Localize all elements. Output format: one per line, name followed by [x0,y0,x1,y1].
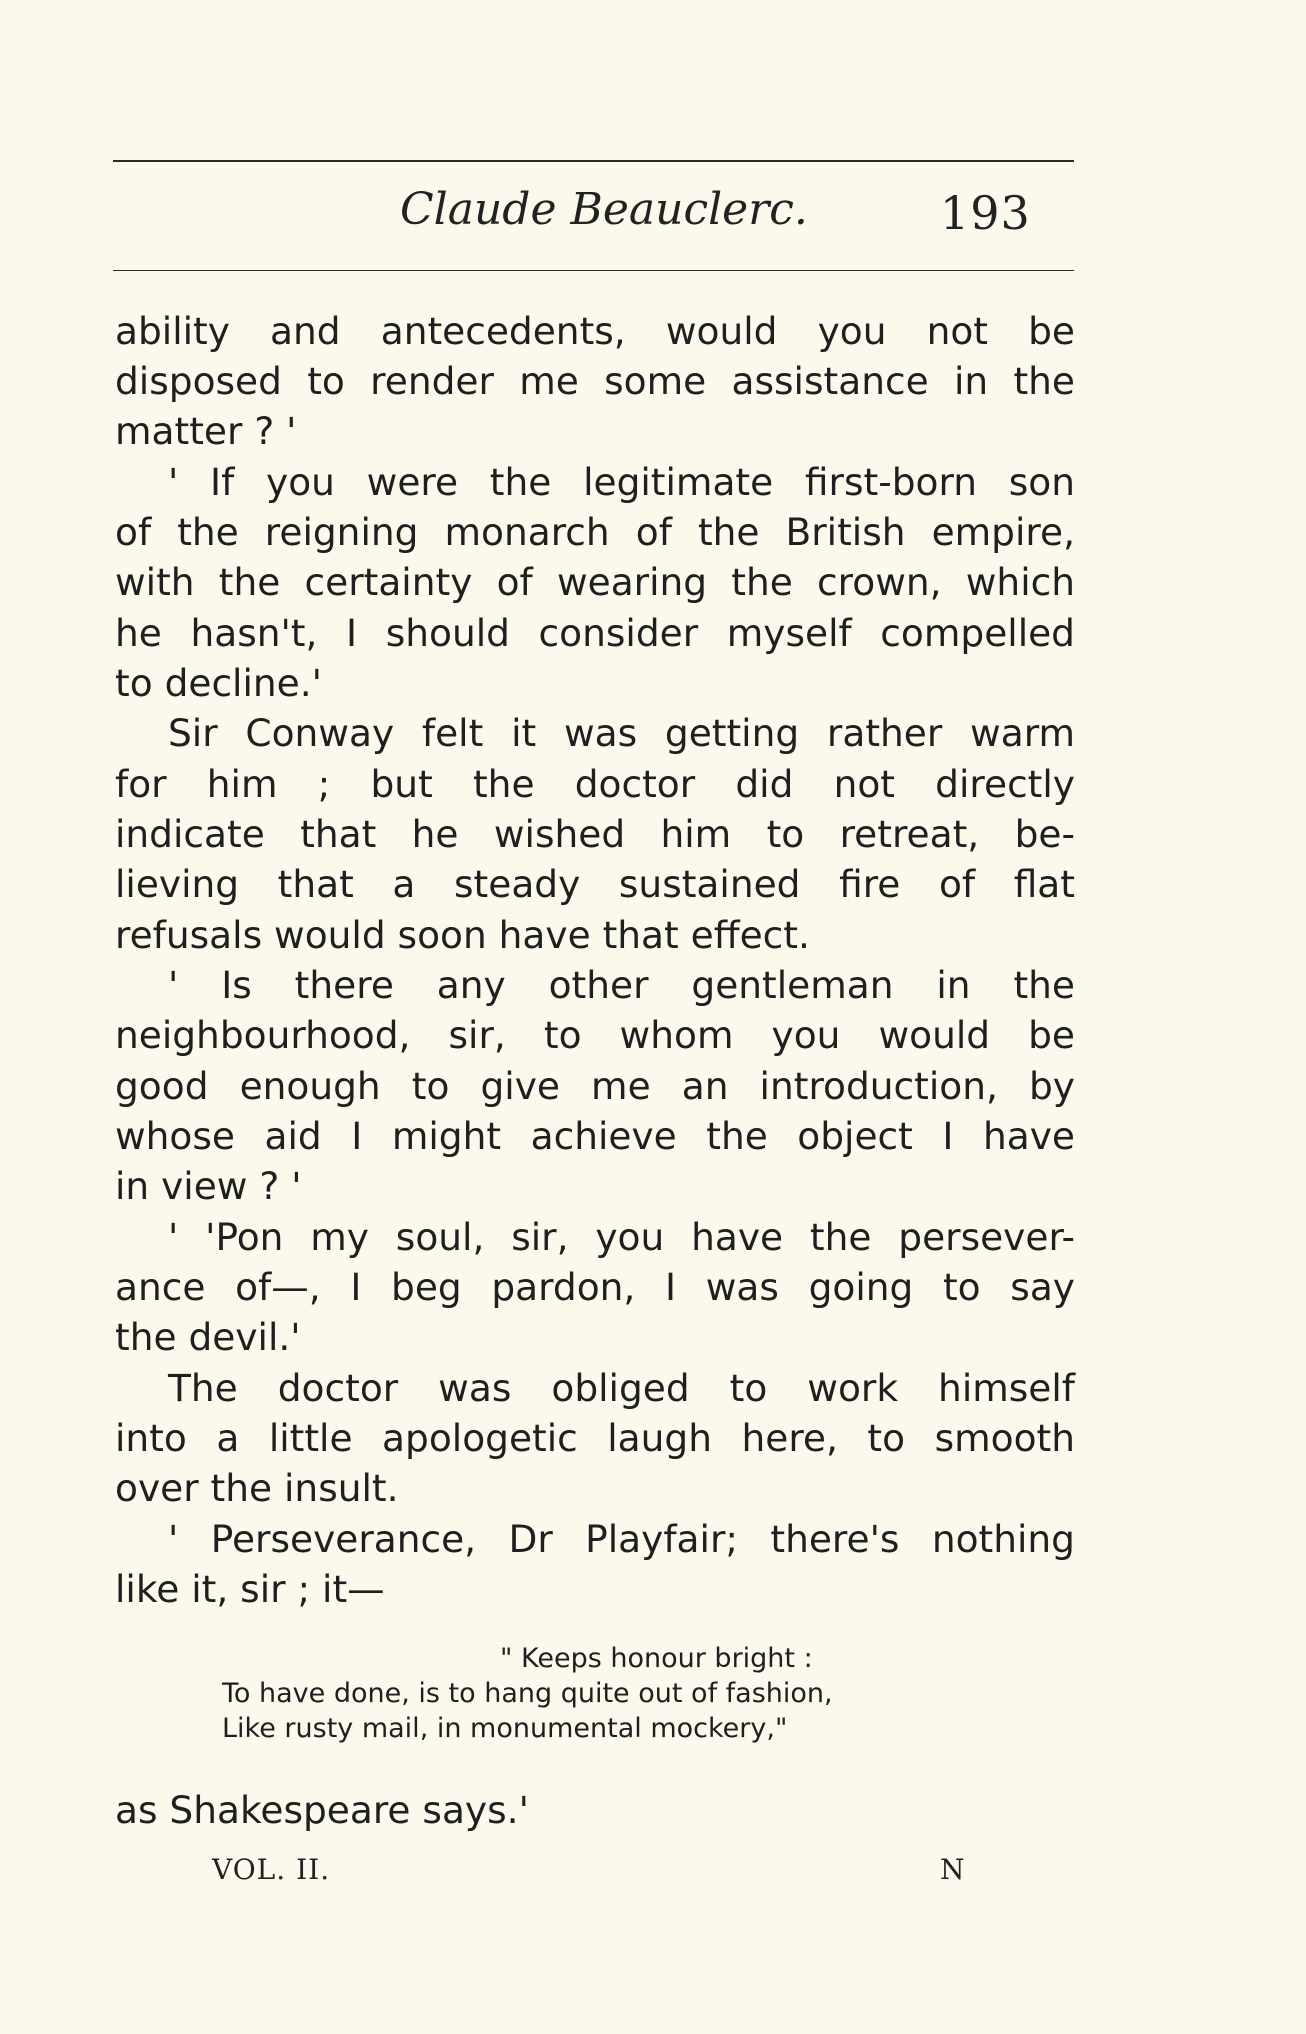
text-line: of the reigning monarch of the British empire, [115,510,1075,554]
text-line: ability and antecedents, would you not be [115,309,1075,353]
text-line: matter ? ' [115,409,297,453]
verse-line: " Keeps honour bright : [500,1643,813,1674]
page-number: 193 [940,186,1031,240]
text-line: with the certainty of wearing the crown, which [115,560,1075,604]
text-line: he hasn't, I should consider myself compelled [115,611,1075,655]
signature-volume: VOL. II. [212,1853,331,1886]
closing-line: as Shakespeare says.' [115,1788,529,1832]
text-line: lieving that a steady sustained fire of flat [115,862,1075,906]
header-rule-top [113,160,1074,162]
text-line: in view ? ' [115,1164,302,1208]
running-title: Claude Beauclerc. [400,184,808,235]
text-line: for him ; but the doctor did not directly [115,762,1075,806]
text-line: ' If you were the legitimate first-born son [168,460,1075,504]
text-line: Sir Conway felt it was getting rather warm [168,711,1075,755]
verse-line: Like rusty mail, in monumental mockery," [222,1713,788,1744]
verse-line: To have done, is to hang quite out of fashion, [222,1678,833,1709]
text-line: into a little apologetic laugh here, to smooth [115,1416,1075,1460]
text-line: like it, sir ; it— [115,1567,385,1611]
text-line: ' 'Pon my soul, sir, you have the persever- [168,1215,1075,1259]
text-line: neighbourhood, sir, to whom you would be [115,1013,1075,1057]
text-line: ' Perseverance, Dr Playfair; there's nothing [168,1517,1075,1561]
text-line: ' Is there any other gentleman in the [168,963,1075,1007]
header-rule-bottom [113,270,1074,271]
text-line: refusals would soon have that effect. [115,913,810,957]
text-line: good enough to give me an introduction, by [115,1064,1075,1108]
text-line: the devil.' [115,1315,301,1359]
text-line: indicate that he wished him to retreat, be- [115,812,1075,856]
text-line: to decline.' [115,661,322,705]
text-line: over the insult. [115,1466,399,1510]
signature-letter: N [940,1853,966,1886]
text-line: The doctor was obliged to work himself [168,1366,1075,1410]
text-line: whose aid I might achieve the object I have [115,1114,1075,1158]
text-line: ance of—, I beg pardon, I was going to say [115,1265,1075,1309]
text-line: disposed to render me some assistance in the [115,359,1075,403]
